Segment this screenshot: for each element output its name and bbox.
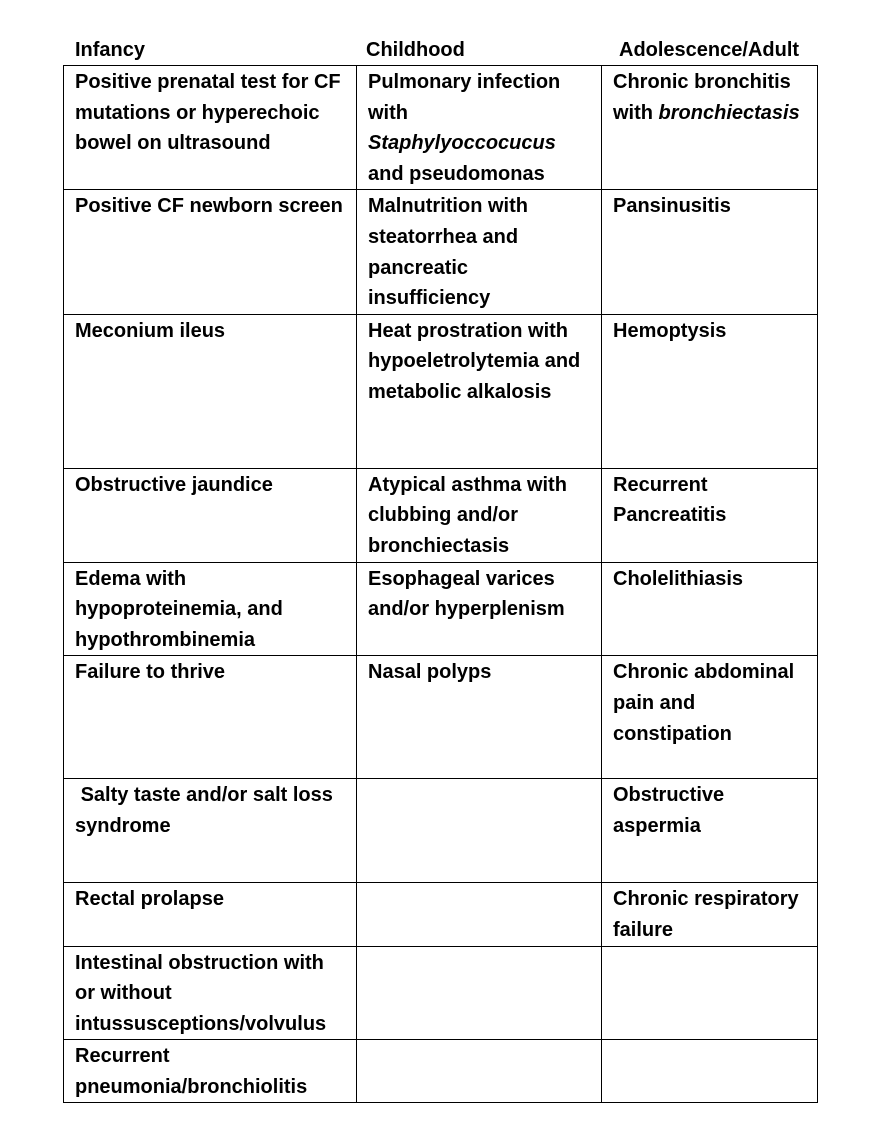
cell-childhood xyxy=(357,1040,602,1103)
cell-infancy: Recurrent pneumonia/bronchiolitis xyxy=(64,1040,357,1103)
cell-childhood: Malnutrition with steatorrhea and pancreatic insufficiency xyxy=(357,190,602,314)
table-row xyxy=(64,562,818,656)
cell-infancy: Rectal prolapse xyxy=(64,883,357,946)
table-row xyxy=(64,66,818,190)
cell-text: Pulmonary infection with xyxy=(368,71,561,124)
cell-adult xyxy=(602,66,818,190)
cell-text: Chronic bronchitis with xyxy=(613,71,791,124)
cell-childhood: Atypical asthma with clubbing and/or bronchiectasis xyxy=(357,468,602,562)
table-row xyxy=(64,946,818,1040)
table-row xyxy=(64,779,818,883)
cell-infancy: Failure to thrive xyxy=(64,656,357,779)
table-row xyxy=(64,1040,818,1103)
column-header-infancy: Infancy xyxy=(75,39,146,61)
table-row xyxy=(64,656,818,779)
table-row xyxy=(64,468,818,562)
cell-infancy: Positive CF newborn screen xyxy=(64,190,357,314)
cell-childhood xyxy=(357,66,602,190)
column-header-adolescence-adult: Adolescence/Adult xyxy=(619,39,800,61)
cell-childhood xyxy=(357,946,602,1040)
table-row xyxy=(64,883,818,946)
cell-infancy: Intestinal obstruction with or without intussusceptions/volvulus xyxy=(64,946,357,1040)
cell-adult: Chronic abdominal pain and constipation xyxy=(602,656,818,779)
cell-text: and pseudomonas xyxy=(368,162,545,185)
cell-text-italic: Staphylyoccocucus xyxy=(368,132,556,155)
cell-infancy: Edema with hypoproteinemia, and hypothrombinemia xyxy=(64,562,357,656)
cf-manifestations-table xyxy=(63,65,818,1103)
table-row xyxy=(64,190,818,314)
cell-infancy: Meconium ileus xyxy=(64,314,357,468)
cell-infancy: Positive prenatal test for CF mutations or hyperechoic bowel on ultrasound xyxy=(64,66,357,190)
cell-adult: Pansinusitis xyxy=(602,190,818,314)
cell-infancy: Obstructive jaundice xyxy=(64,468,357,562)
cell-adult xyxy=(602,1040,818,1103)
cell-adult: Obstructive aspermia xyxy=(602,779,818,883)
cell-adult: Recurrent Pancreatitis xyxy=(602,468,818,562)
cell-childhood: Heat prostration with hypoeletrolytemia and metabolic alkalosis xyxy=(357,314,602,468)
cell-childhood xyxy=(357,883,602,946)
table-row xyxy=(64,314,818,468)
cell-adult: Cholelithiasis xyxy=(602,562,818,656)
cell-childhood: Nasal polyps xyxy=(357,656,602,779)
cell-infancy: Salty taste and/or salt loss syndrome xyxy=(64,779,357,883)
cell-adult xyxy=(602,946,818,1040)
cell-text-italic: bronchiectasis xyxy=(658,101,800,124)
cell-adult: Hemoptysis xyxy=(602,314,818,468)
column-header-childhood: Childhood xyxy=(366,39,465,61)
cell-adult: Chronic respiratory failure xyxy=(602,883,818,946)
cell-childhood: Esophageal varices and/or hyperplenism xyxy=(357,562,602,656)
cell-childhood xyxy=(357,779,602,883)
